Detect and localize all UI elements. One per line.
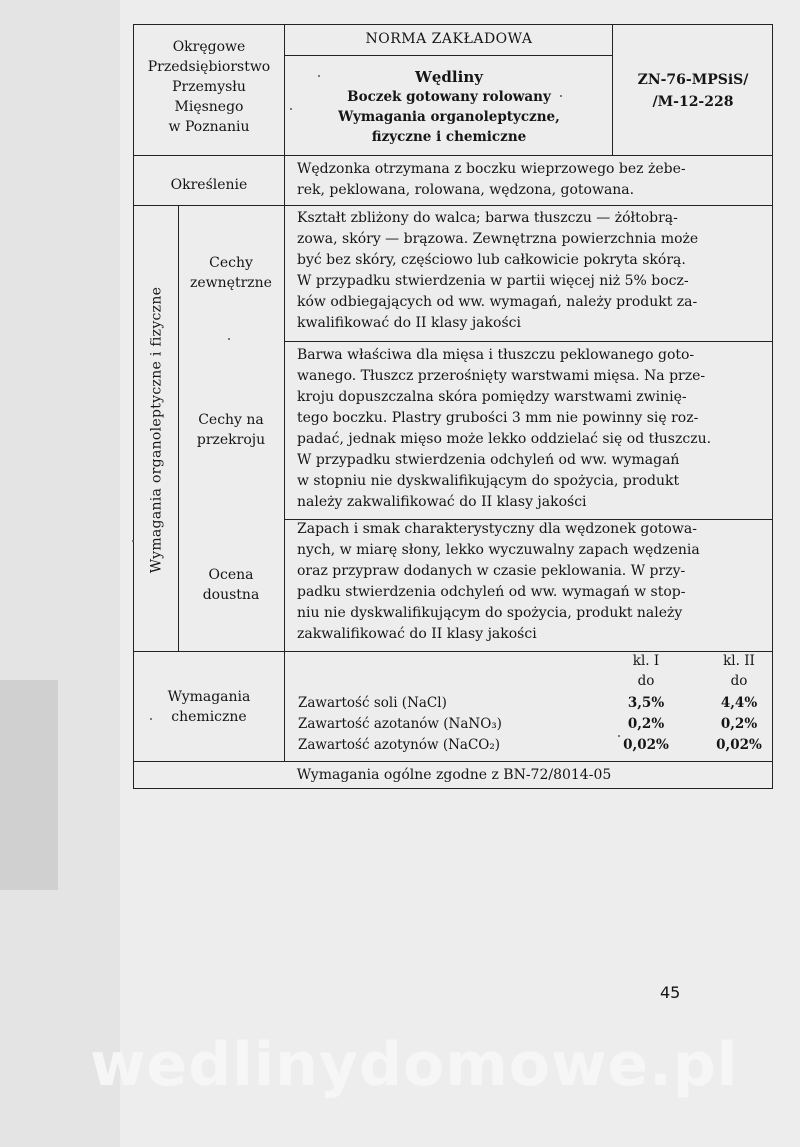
- document-title: [286, 67, 612, 147]
- scan-speck: [150, 718, 152, 720]
- scan-smudge: [0, 680, 58, 890]
- org-line: Okręgowe: [172, 39, 246, 55]
- text-line: być bez skóry, częściowo lub całkowicie pokryta skórą.: [297, 252, 686, 268]
- text-line: oraz przypraw dodanych w czasie peklowania. W przy-: [297, 563, 686, 579]
- column-header: kl. I: [632, 653, 660, 669]
- text-line: kwalifikować do II klasy jakości: [297, 315, 521, 331]
- text-line: W przypadku stwierdzenia odchyleń od ww. wymagań: [297, 452, 680, 468]
- text-line: ków odbiegających od ww. wymagań, należy produkt za-: [297, 294, 698, 310]
- divider: [134, 651, 772, 652]
- column-header: do: [637, 673, 655, 689]
- row-value-class1: 0,2%: [627, 716, 665, 732]
- page-number: 45: [660, 983, 681, 1002]
- divider: [284, 651, 285, 761]
- section-text-taste: [297, 519, 765, 645]
- section-label-taste: [178, 565, 284, 605]
- table-row: [286, 716, 772, 736]
- row-name: Zawartość soli (NaCl): [298, 695, 447, 711]
- code-line: /M-12-228: [652, 94, 734, 110]
- row-value-class2: 0,02%: [716, 737, 762, 753]
- scan-background: [0, 0, 120, 1147]
- text-line: wanego. Tłuszcz przerośnięty warstwami mięsa. Na prze-: [297, 368, 706, 384]
- label-line: zewnętrzne: [190, 275, 272, 291]
- org-line: Przedsiębiorstwo: [147, 59, 271, 75]
- row-value-class2: 0,2%: [720, 716, 758, 732]
- general-requirements-note: Wymagania ogólne zgodne z BN-72/8014-05: [296, 767, 612, 783]
- definition-label: Określenie: [170, 177, 248, 193]
- section-label-cross-section: [178, 410, 284, 450]
- org-line: w Poznaniu: [168, 119, 250, 135]
- org-line: Mięsnego: [174, 99, 244, 115]
- text-line: Kształt zbliżony do walca; barwa tłuszczu — żółtobrą-: [297, 210, 678, 226]
- label-line: przekroju: [196, 432, 266, 448]
- title-line: Boczek gotowany rolowany: [347, 89, 551, 105]
- text-line: Zapach i smak charakterystyczny dla wędzonek gotowa-: [297, 521, 697, 537]
- divider: [284, 341, 772, 342]
- section-text-external: [297, 208, 765, 334]
- label-line: doustna: [202, 587, 260, 603]
- scan-speck: [132, 540, 134, 542]
- organoleptic-group-label: [136, 207, 176, 653]
- divider: [134, 205, 772, 206]
- divider: [284, 55, 612, 56]
- text-line: nych, w miarę słony, lekko wyczuwalny zapach wędzenia: [297, 542, 700, 558]
- section-label-external: [178, 253, 284, 293]
- divider: [284, 25, 285, 155]
- organization-name: [134, 37, 284, 137]
- table-row: [286, 737, 772, 757]
- definition-text: [297, 159, 763, 201]
- label-line: Ocena: [208, 567, 254, 583]
- scan-speck: [228, 338, 230, 340]
- divider: [284, 205, 285, 651]
- label-line: Cechy: [209, 255, 253, 271]
- chemical-label: [134, 687, 284, 727]
- text-line: Barwa właściwa dla mięsa i tłuszczu peklowanego goto-: [297, 347, 695, 363]
- divider: [134, 155, 772, 156]
- table-header-row: [286, 673, 772, 693]
- table-row: [286, 695, 772, 715]
- section-text-cross-section: [297, 345, 765, 513]
- row-name: Zawartość azotynów (NaCO₂): [298, 737, 501, 753]
- vertical-text: Wymagania organoleptyczne i fizyczne: [148, 286, 165, 574]
- norm-code: [612, 69, 774, 113]
- norm-heading: NORMA ZAKŁADOWA: [365, 31, 533, 47]
- text-line: W przypadku stwierdzenia w partii więcej niż 5% bocz-: [297, 273, 689, 289]
- text-line: należy zakwalifikować do II klasy jakości: [297, 494, 587, 510]
- org-line: Przemysłu: [172, 79, 246, 95]
- text-line: w stopniu nie dyskwalifikującym do spożycia, produkt: [297, 473, 680, 489]
- row-value-class2: 4,4%: [720, 695, 758, 711]
- code-line: ZN-76-MPSiS/: [637, 72, 749, 88]
- scan-speck: [618, 735, 620, 737]
- label-line: chemiczne: [171, 709, 247, 725]
- label-line: Cechy na: [198, 412, 264, 428]
- row-value-class1: 0,02%: [623, 737, 669, 753]
- text-line: padku stwierdzenia odchyleń od ww. wymagań w stop-: [297, 584, 686, 600]
- row-value-class1: 3,5%: [627, 695, 665, 711]
- text-line: zowa, skóry — brązowa. Zewnętrzna powierzchnia może: [297, 231, 699, 247]
- label-line: Wymagania: [167, 689, 251, 705]
- text-line: zakwalifikować do II klasy jakości: [297, 626, 537, 642]
- column-header: do: [730, 673, 748, 689]
- text-line: tego boczku. Plastry grubości 3 mm nie powinny się roz-: [297, 410, 699, 426]
- row-name: Zawartość azotanów (NaNO₃): [298, 716, 502, 732]
- norm-document-table: [133, 24, 773, 789]
- watermark: wedlinydomowe.pl: [90, 1030, 739, 1100]
- title-line: Wędliny: [415, 68, 483, 86]
- title-line: fizyczne i chemiczne: [371, 129, 527, 145]
- divider: [134, 761, 772, 762]
- text-line: niu nie dyskwalifikującym do spożycia, produkt należy: [297, 605, 683, 621]
- scan-speck: [318, 75, 320, 77]
- scan-speck: [560, 95, 562, 97]
- title-line: Wymagania organoleptyczne,: [338, 109, 560, 125]
- divider: [284, 155, 285, 205]
- text-line: Wędzonka otrzymana z boczku wieprzowego bez żebe-: [297, 161, 686, 177]
- text-line: kroju dopuszczalna skóra pomiędzy warstwami zwinię-: [297, 389, 687, 405]
- scan-speck: [290, 108, 292, 110]
- table-header-row: [286, 653, 772, 673]
- text-line: padać, jednak mięso może lekko oddzielać się od tłuszczu.: [297, 431, 712, 447]
- text-line: rek, peklowana, rolowana, wędzona, gotowana.: [297, 182, 635, 198]
- column-header: kl. II: [723, 653, 755, 669]
